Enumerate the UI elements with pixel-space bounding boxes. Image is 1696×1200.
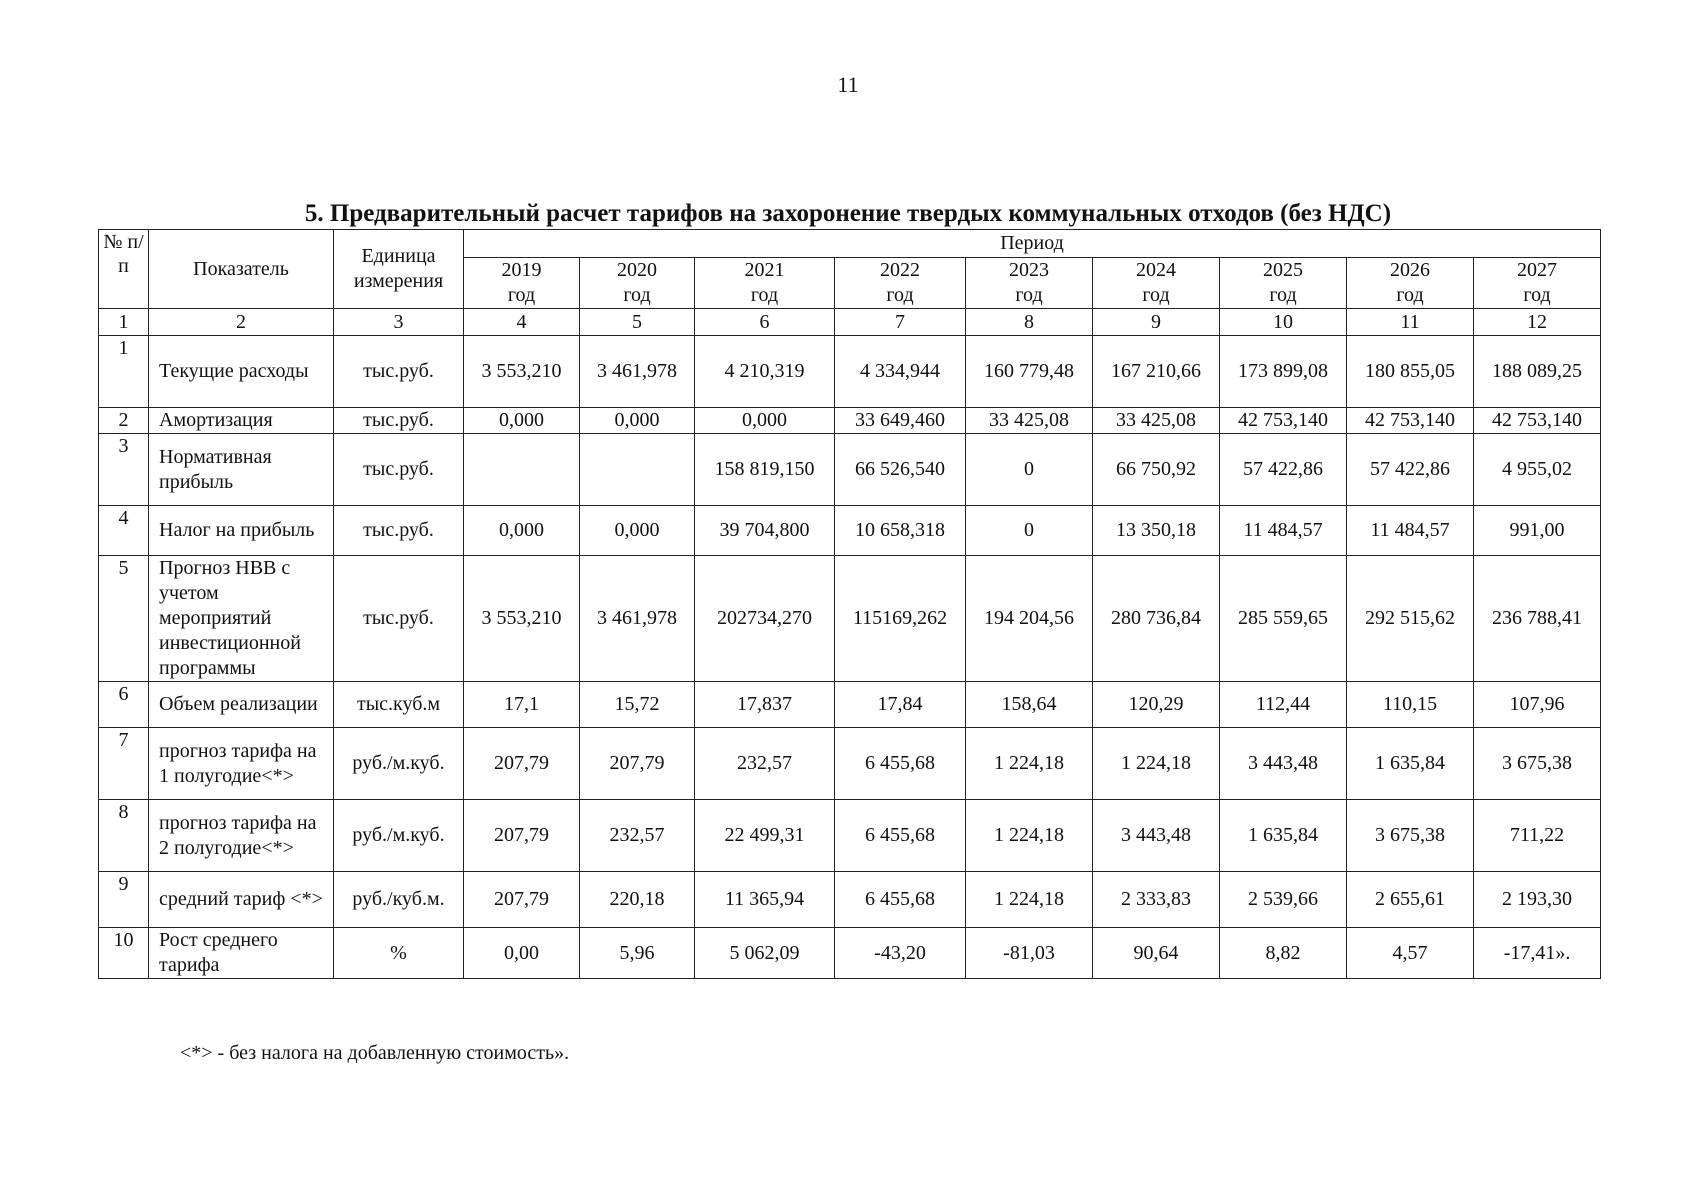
- value-cell: 57 422,86: [1347, 434, 1474, 506]
- value-cell: 110,15: [1347, 682, 1474, 728]
- value-cell: 2 333,83: [1093, 872, 1220, 928]
- header-year-suffix: год: [1015, 284, 1043, 306]
- value-cell: 180 855,05: [1347, 336, 1474, 408]
- value-cell: 17,1: [464, 682, 580, 728]
- value-cell: 6 455,68: [835, 800, 966, 872]
- value-cell: 2 655,61: [1347, 872, 1474, 928]
- value-cell: 158,64: [966, 682, 1093, 728]
- row-indicator: Амортизация: [149, 408, 334, 434]
- value-cell: 17,84: [835, 682, 966, 728]
- row-number: 9: [99, 872, 149, 928]
- header-year-value: 2020: [617, 259, 657, 281]
- header-year: [580, 258, 695, 309]
- header-year: [1474, 258, 1601, 309]
- value-cell: 10 658,318: [835, 506, 966, 556]
- header-year-suffix: год: [623, 284, 651, 306]
- value-cell: 188 089,25: [1474, 336, 1601, 408]
- value-cell: 4 334,944: [835, 336, 966, 408]
- value-cell: 167 210,66: [1093, 336, 1220, 408]
- value-cell: 236 788,41: [1474, 556, 1601, 682]
- header-year: [1220, 258, 1347, 309]
- row-unit: тыс.руб.: [334, 408, 464, 434]
- row-unit: тыс.куб.м: [334, 682, 464, 728]
- row-unit: руб./м.куб.: [334, 800, 464, 872]
- header-year-suffix: год: [886, 284, 914, 306]
- value-cell: 0: [966, 434, 1093, 506]
- header-unit: Единица измерения: [334, 230, 464, 309]
- value-cell: 42 753,140: [1347, 408, 1474, 434]
- value-cell: 207,79: [464, 800, 580, 872]
- column-number: 1: [99, 309, 149, 336]
- row-unit: тыс.руб.: [334, 434, 464, 506]
- value-cell: 0,00: [464, 928, 580, 979]
- row-unit: руб./куб.м.: [334, 872, 464, 928]
- header-year: [695, 258, 835, 309]
- value-cell: 3 443,48: [1093, 800, 1220, 872]
- value-cell: 158 819,150: [695, 434, 835, 506]
- value-cell: [580, 434, 695, 506]
- value-cell: 33 425,08: [1093, 408, 1220, 434]
- table-row: [99, 728, 1601, 800]
- value-cell: 202734,270: [695, 556, 835, 682]
- value-cell: 66 526,540: [835, 434, 966, 506]
- value-cell: 39 704,800: [695, 506, 835, 556]
- value-cell: 11 365,94: [695, 872, 835, 928]
- header-year-value: 2019: [501, 259, 542, 281]
- row-number: 1: [99, 336, 149, 408]
- value-cell: 5,96: [580, 928, 695, 979]
- header-year: [464, 258, 580, 309]
- value-cell: 66 750,92: [1093, 434, 1220, 506]
- column-number: 11: [1347, 309, 1474, 336]
- value-cell: 285 559,65: [1220, 556, 1347, 682]
- header-year-value: 2026: [1390, 259, 1430, 281]
- table-row: [99, 682, 1601, 728]
- header-year-suffix: год: [507, 284, 536, 306]
- row-indicator: Объем реализации: [149, 682, 334, 728]
- row-number: 6: [99, 682, 149, 728]
- value-cell: 2 539,66: [1220, 872, 1347, 928]
- header-period: Период: [464, 230, 1601, 258]
- value-cell: 6 455,68: [835, 872, 966, 928]
- value-cell: 3 461,978: [580, 556, 695, 682]
- row-number: 7: [99, 728, 149, 800]
- value-cell: 1 635,84: [1220, 800, 1347, 872]
- value-cell: [464, 434, 580, 506]
- header-year: [966, 258, 1093, 309]
- row-indicator: Рост среднего тарифа: [149, 928, 334, 979]
- value-cell: 1 224,18: [966, 872, 1093, 928]
- value-cell: 207,79: [580, 728, 695, 800]
- row-number: 10: [99, 928, 149, 979]
- column-number: 6: [695, 309, 835, 336]
- table-row: [99, 506, 1601, 556]
- column-number: 5: [580, 309, 695, 336]
- table-row: [99, 928, 1601, 979]
- value-cell: 3 675,38: [1347, 800, 1474, 872]
- header-year-suffix: год: [1523, 284, 1551, 306]
- row-unit: руб./м.куб.: [334, 728, 464, 800]
- value-cell: 4,57: [1347, 928, 1474, 979]
- header-year-suffix: год: [1142, 284, 1170, 306]
- value-cell: 5 062,09: [695, 928, 835, 979]
- value-cell: 207,79: [464, 872, 580, 928]
- row-indicator: прогноз тарифа на 1 полугодие<*>: [149, 728, 334, 800]
- header-year: [1093, 258, 1220, 309]
- value-cell: 4 955,02: [1474, 434, 1601, 506]
- row-unit: тыс.руб.: [334, 556, 464, 682]
- value-cell: -17,41».: [1474, 928, 1601, 979]
- value-cell: 0: [966, 506, 1093, 556]
- value-cell: 33 649,460: [835, 408, 966, 434]
- table-row: [99, 800, 1601, 872]
- header-year: [835, 258, 966, 309]
- value-cell: 0,000: [580, 408, 695, 434]
- column-number: 3: [334, 309, 464, 336]
- header-year-suffix: год: [1269, 284, 1297, 306]
- row-indicator: Прогноз НВВ с учетом мероприятий инвестиционной программы: [149, 556, 334, 682]
- value-cell: 42 753,140: [1474, 408, 1601, 434]
- value-cell: 207,79: [464, 728, 580, 800]
- header-year-value: 2024: [1136, 259, 1176, 281]
- value-cell: 232,57: [580, 800, 695, 872]
- value-cell: 3 553,210: [464, 336, 580, 408]
- row-indicator: Налог на прибыль: [149, 506, 334, 556]
- header-year-suffix: год: [1396, 284, 1424, 306]
- value-cell: -81,03: [966, 928, 1093, 979]
- table-row: [99, 872, 1601, 928]
- value-cell: 3 553,210: [464, 556, 580, 682]
- row-number: 3: [99, 434, 149, 506]
- value-cell: 107,96: [1474, 682, 1601, 728]
- row-unit: %: [334, 928, 464, 979]
- row-number: 8: [99, 800, 149, 872]
- column-number: 9: [1093, 309, 1220, 336]
- value-cell: 3 443,48: [1220, 728, 1347, 800]
- value-cell: 1 224,18: [1093, 728, 1220, 800]
- value-cell: 0,000: [695, 408, 835, 434]
- value-cell: 991,00: [1474, 506, 1601, 556]
- row-unit: тыс.руб.: [334, 506, 464, 556]
- header-year-value: 2022: [880, 259, 920, 281]
- header-year: [1347, 258, 1474, 309]
- value-cell: 115169,262: [835, 556, 966, 682]
- value-cell: 15,72: [580, 682, 695, 728]
- value-cell: 232,57: [695, 728, 835, 800]
- table-row: [99, 336, 1601, 408]
- value-cell: 112,44: [1220, 682, 1347, 728]
- value-cell: 194 204,56: [966, 556, 1093, 682]
- row-number: 4: [99, 506, 149, 556]
- value-cell: 13 350,18: [1093, 506, 1220, 556]
- header-year-value: 2021: [744, 259, 785, 281]
- value-cell: 0,000: [464, 408, 580, 434]
- column-number: 8: [966, 309, 1093, 336]
- row-indicator: прогноз тарифа на 2 полугодие<*>: [149, 800, 334, 872]
- value-cell: 1 224,18: [966, 800, 1093, 872]
- table-row: [99, 556, 1601, 682]
- value-cell: 8,82: [1220, 928, 1347, 979]
- value-cell: 220,18: [580, 872, 695, 928]
- header-year-value: 2023: [1009, 259, 1049, 281]
- row-indicator: Нормативная прибыль: [149, 434, 334, 506]
- row-number: 2: [99, 408, 149, 434]
- table-row: [99, 408, 1601, 434]
- header-year-suffix: год: [750, 284, 779, 306]
- value-cell: 120,29: [1093, 682, 1220, 728]
- row-number: 5: [99, 556, 149, 682]
- row-indicator: Текущие расходы: [149, 336, 334, 408]
- footnote: <*> - без налога на добавленную стоимость».: [180, 1042, 570, 1064]
- value-cell: 90,64: [1093, 928, 1220, 979]
- value-cell: 173 899,08: [1220, 336, 1347, 408]
- table-title: 5. Предварительный расчет тарифов на захоронение твердых коммунальных отходов (без НДС): [304, 200, 1392, 227]
- value-cell: 292 515,62: [1347, 556, 1474, 682]
- row-indicator: средний тариф <*>: [149, 872, 334, 928]
- value-cell: 22 499,31: [695, 800, 835, 872]
- value-cell: 711,22: [1474, 800, 1601, 872]
- column-number: 12: [1474, 309, 1601, 336]
- value-cell: 57 422,86: [1220, 434, 1347, 506]
- header-indicator: Показатель: [149, 230, 334, 309]
- header-year-value: 2027: [1517, 259, 1558, 281]
- value-cell: 33 425,08: [966, 408, 1093, 434]
- value-cell: 11 484,57: [1220, 506, 1347, 556]
- value-cell: 160 779,48: [966, 336, 1093, 408]
- header-num: № п/п: [99, 230, 149, 309]
- value-cell: 42 753,140: [1220, 408, 1347, 434]
- value-cell: 0,000: [580, 506, 695, 556]
- value-cell: 280 736,84: [1093, 556, 1220, 682]
- value-cell: 6 455,68: [835, 728, 966, 800]
- value-cell: -43,20: [835, 928, 966, 979]
- column-number: 2: [149, 309, 334, 336]
- value-cell: 3 461,978: [580, 336, 695, 408]
- value-cell: 4 210,319: [695, 336, 835, 408]
- column-number: 7: [835, 309, 966, 336]
- table-row: [99, 434, 1601, 506]
- value-cell: 1 224,18: [966, 728, 1093, 800]
- value-cell: 11 484,57: [1347, 506, 1474, 556]
- column-number: 10: [1220, 309, 1347, 336]
- value-cell: 17,837: [695, 682, 835, 728]
- page-number: 11: [837, 72, 859, 97]
- value-cell: 3 675,38: [1474, 728, 1601, 800]
- column-number: 4: [464, 309, 580, 336]
- tariff-table: [98, 229, 1601, 979]
- value-cell: 2 193,30: [1474, 872, 1601, 928]
- value-cell: 1 635,84: [1347, 728, 1474, 800]
- header-year-value: 2025: [1263, 259, 1303, 281]
- row-unit: тыс.руб.: [334, 336, 464, 408]
- value-cell: 0,000: [464, 506, 580, 556]
